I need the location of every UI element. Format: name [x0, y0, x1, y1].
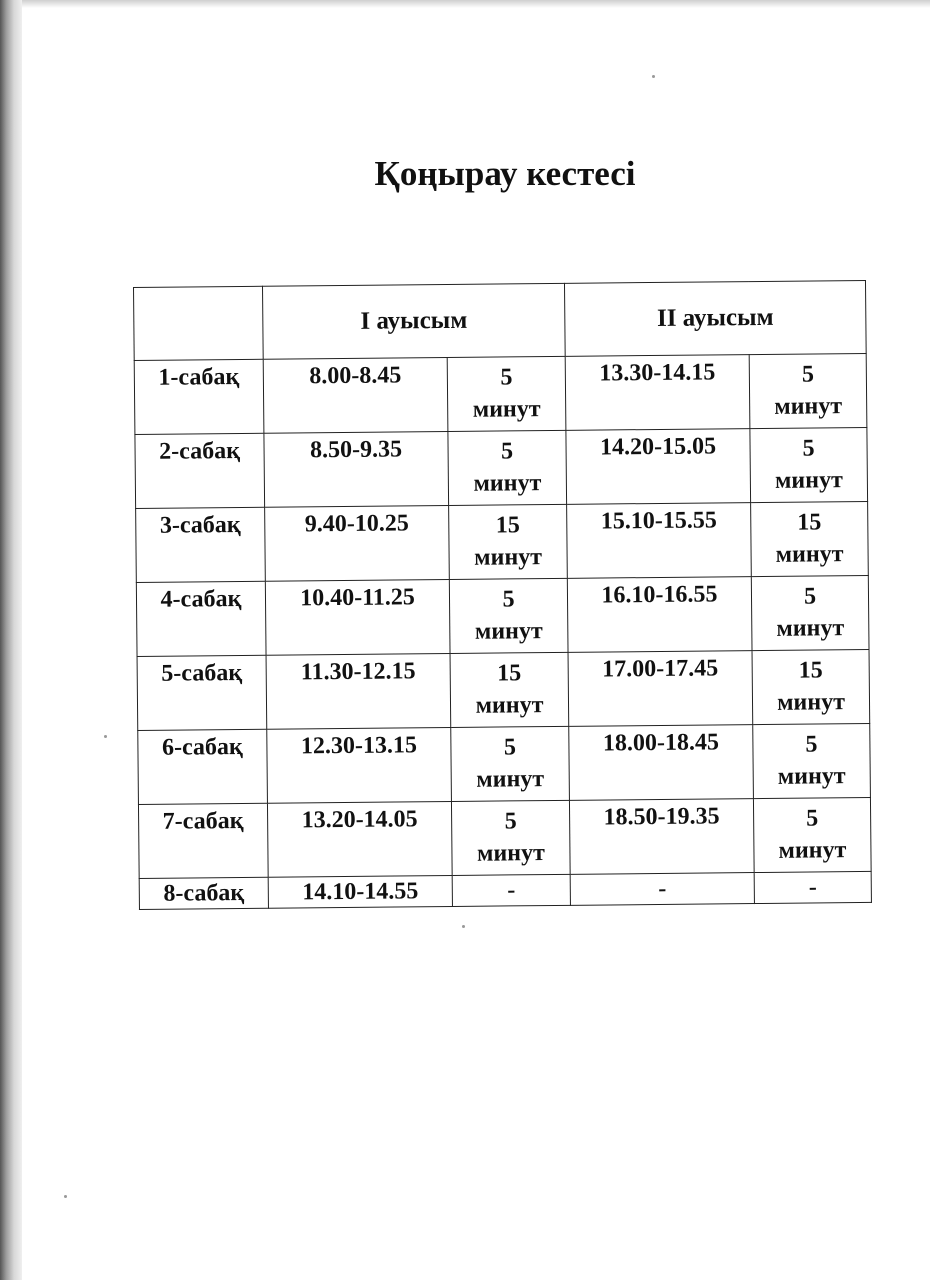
shift1-time-cell: 9.40-10.25	[265, 505, 450, 581]
scan-speck	[64, 1195, 67, 1198]
shift1-time-cell: 8.00-8.45	[263, 357, 448, 433]
shift1-time-cell: 14.10-14.55	[268, 875, 452, 908]
header-corner	[134, 286, 264, 360]
break-value: 5	[502, 586, 515, 613]
shift2-break-cell	[751, 575, 869, 650]
lesson-cell: 7-сабақ	[138, 803, 268, 878]
shift2-break-cell	[753, 723, 871, 798]
break-value: 5	[500, 438, 514, 465]
lesson-cell: 5-сабақ	[137, 655, 267, 730]
shift2-time-cell: 18.00-18.45	[569, 725, 754, 801]
shift1-time-cell: 13.20-14.05	[267, 801, 452, 877]
shift2-time-cell: 14.20-15.05	[566, 429, 751, 505]
shift1-break-cell	[451, 726, 570, 801]
break-unit: минут	[777, 689, 846, 716]
break-unit: минут	[774, 393, 843, 420]
lesson-cell: 4-сабақ	[136, 581, 266, 656]
break-value: 5	[803, 583, 817, 610]
shift2-break-cell	[750, 427, 868, 502]
shift1-time-cell: 11.30-12.15	[266, 653, 451, 729]
break-value: 5	[500, 364, 513, 391]
break-value: 15	[497, 660, 522, 687]
shift1-time-cell: 10.40-11.25	[265, 579, 450, 655]
header-shift-1: I ауысым	[262, 283, 565, 359]
table-row	[138, 797, 871, 878]
shift2-time-cell: -	[570, 873, 754, 906]
break-value: 5	[806, 805, 819, 832]
bell-schedule-table	[133, 280, 872, 910]
shift2-time-cell: 16.10-16.55	[567, 577, 752, 653]
break-unit: минут	[473, 470, 542, 497]
shift2-time-cell: 15.10-15.55	[567, 503, 752, 579]
break-unit: минут	[775, 541, 844, 568]
break-value: 5	[805, 731, 818, 758]
break-unit: минут	[472, 396, 541, 423]
shift1-break-cell: -	[452, 874, 570, 906]
shift1-time-cell: 12.30-13.15	[267, 727, 452, 803]
shift2-time-cell: 13.30-14.15	[565, 355, 750, 431]
shift1-break-cell	[450, 652, 569, 727]
scan-top-edge	[22, 0, 930, 8]
break-unit: минут	[475, 692, 544, 719]
break-value: 5	[503, 734, 517, 761]
lesson-cell: 3-сабақ	[136, 507, 266, 582]
break-value: 15	[797, 509, 822, 536]
break-value: 5	[802, 435, 815, 462]
break-unit: минут	[476, 766, 545, 793]
shift2-time-cell: 17.00-17.45	[568, 651, 753, 727]
shift2-break-cell	[751, 501, 869, 576]
lesson-cell: 1-сабақ	[134, 359, 264, 434]
break-unit: минут	[474, 618, 543, 645]
break-unit: минут	[774, 467, 843, 494]
table-row	[137, 649, 870, 730]
shift1-break-cell	[448, 430, 567, 505]
lesson-cell: 6-сабақ	[138, 729, 268, 804]
break-unit: минут	[476, 840, 545, 867]
shift2-break-cell	[749, 353, 867, 428]
shift1-time-cell: 8.50-9.35	[264, 431, 449, 507]
break-value: 5	[801, 361, 814, 388]
header-shift-2: II ауысым	[564, 280, 866, 356]
break-unit: минут	[777, 763, 846, 790]
shift2-time-cell: 18.50-19.35	[569, 799, 754, 875]
break-unit: минут	[474, 544, 543, 571]
table-row	[139, 871, 871, 909]
shift1-break-cell	[449, 504, 568, 579]
lesson-cell: 2-сабақ	[135, 433, 265, 508]
shift2-break-cell: -	[754, 871, 871, 903]
break-unit: минут	[778, 837, 847, 864]
shift1-break-cell	[449, 578, 568, 653]
break-unit: минут	[776, 615, 845, 642]
table-row	[134, 353, 867, 434]
table-row	[136, 575, 869, 656]
shift1-break-cell	[447, 356, 566, 431]
header-row	[134, 280, 867, 360]
table-row	[135, 427, 868, 508]
shift2-break-cell	[752, 649, 870, 724]
shift2-break-cell	[753, 797, 871, 872]
lesson-cell: 8-сабақ	[139, 877, 268, 909]
scan-speck	[104, 735, 107, 738]
break-value: 15	[798, 657, 823, 684]
break-value: 5	[504, 808, 517, 835]
scan-speck	[462, 925, 465, 928]
table-row	[138, 723, 871, 804]
scan-speck	[652, 75, 655, 78]
shift1-break-cell	[451, 800, 570, 875]
page-title: Қоңырау кестесі	[374, 154, 636, 193]
break-value: 15	[495, 512, 520, 539]
table-row	[136, 501, 869, 582]
